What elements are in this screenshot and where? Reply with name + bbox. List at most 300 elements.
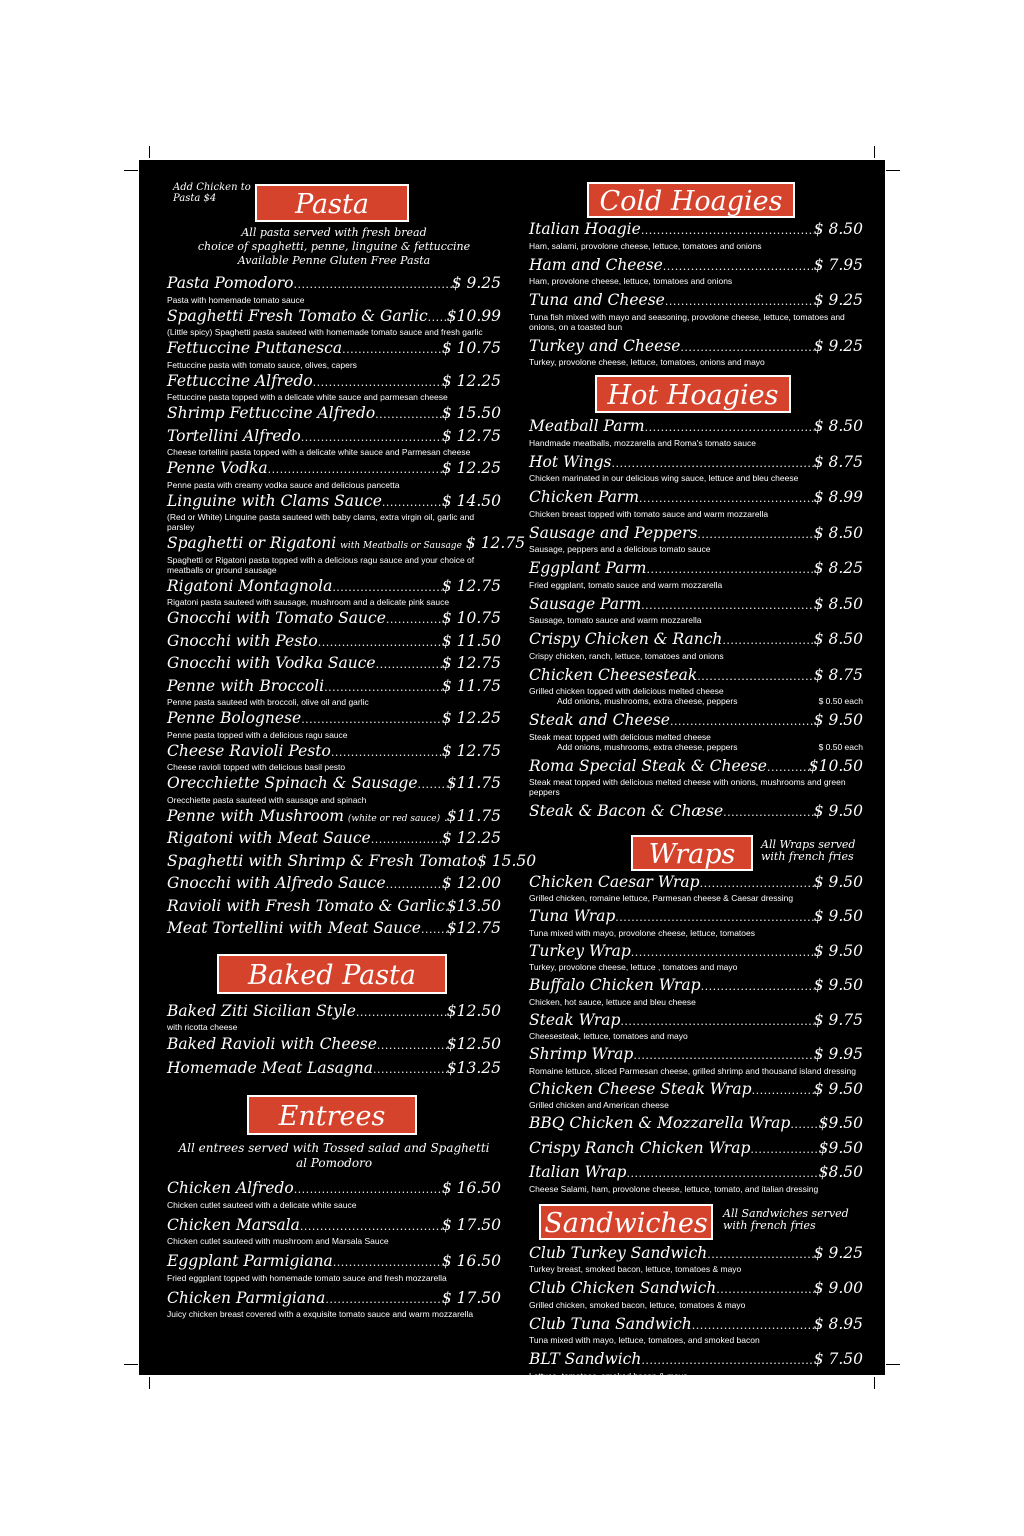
cold-hoagies-title: Cold Hoagies xyxy=(587,182,795,218)
dot-leader xyxy=(633,1047,813,1066)
dot-leader xyxy=(716,1281,813,1300)
menu-item-price: $ 12.25 xyxy=(441,709,501,727)
menu-item-row xyxy=(167,632,501,653)
menu-item-row xyxy=(167,919,501,940)
dot-leader xyxy=(418,776,447,795)
menu-item-name: Club Chicken Sandwich xyxy=(529,1279,717,1297)
menu-item xyxy=(167,829,501,850)
menu-item xyxy=(167,919,501,940)
menu-item-name: Spaghetti Fresh Tomato & Garlic xyxy=(167,306,428,325)
menu-item-name: Chicken Alfredo xyxy=(167,1179,294,1197)
menu-item xyxy=(167,534,526,575)
dot-leader xyxy=(268,461,442,480)
menu-item-description: Penne pasta sauteed with broccoli, olive oil and garlic xyxy=(167,697,369,707)
menu-item-price: $12.50 xyxy=(446,1035,501,1053)
menu-item-price: $ 9.50 xyxy=(813,907,863,925)
menu-item-price: $ 9.00 xyxy=(813,1279,863,1297)
menu-item-description: (Red or White) Linguine pasta sauteed with baby clams, extra virgin oil, garlic and parsley xyxy=(167,512,475,532)
menu-item-price: $ 9.50 xyxy=(813,711,863,729)
dot-leader xyxy=(325,1291,441,1310)
menu-item xyxy=(167,632,501,653)
menu-item-name: Rigatoni Montagnola xyxy=(167,576,333,595)
dot-leader xyxy=(752,1082,814,1101)
menu-item xyxy=(167,1216,501,1247)
menu-item-name: Crispy Ranch Chicken Wrap xyxy=(529,1138,751,1157)
menu-item-price: $ 10.75 xyxy=(441,339,501,357)
menu-item-name: Penne Bolognese xyxy=(167,709,302,727)
menu-item-name: Ravioli with Fresh Tomato & Garlic xyxy=(167,896,445,915)
menu-item xyxy=(529,1139,863,1160)
menu-item xyxy=(167,851,537,873)
menu-item-name: Turkey Wrap xyxy=(529,941,631,960)
menu-item-row xyxy=(529,907,863,928)
menu-item xyxy=(167,404,501,425)
dot-leader xyxy=(342,341,442,360)
menu-item-name: Sausage and Peppers xyxy=(529,523,698,542)
menu-item xyxy=(529,666,863,707)
menu-item-row xyxy=(529,417,863,438)
dot-leader xyxy=(428,309,447,328)
sandwiches-header xyxy=(529,1202,863,1244)
dot-leader xyxy=(375,406,442,425)
menu-item-row xyxy=(167,897,501,918)
menu-item-price: $ 9.50 xyxy=(813,1079,863,1098)
menu-item-name: Steak & Bacon & Chæse xyxy=(529,802,724,820)
menu-item xyxy=(529,1279,863,1310)
hot-hoagies-list xyxy=(529,417,863,823)
menu-item xyxy=(529,976,863,1007)
pasta-header xyxy=(167,182,501,226)
menu-item-name: Gnocchi with Vodka Sauce xyxy=(167,654,376,672)
menu-item-row xyxy=(529,1244,863,1265)
dot-leader xyxy=(641,597,814,616)
menu-item-name: Baked Ravioli with Cheese xyxy=(167,1035,377,1053)
menu-item-price: $ 9.75 xyxy=(813,1010,863,1029)
menu-item-description: Turkey, provolone cheese, lettuce , tomatoes and mayo xyxy=(529,962,738,972)
menu-item xyxy=(167,492,501,533)
sandwiches-side-note: All Sandwiches served with french fries xyxy=(723,1206,849,1232)
menu-item-name: Cheese Ravioli Pesto xyxy=(167,741,331,760)
menu-item-description: Crispy chicken, ranch, lettuce, tomatoes and onions xyxy=(529,650,724,661)
cold-hoagies-header xyxy=(529,182,863,220)
menu-item-price: $ 12.25 xyxy=(441,829,501,847)
menu-item-name: Chicken Cheesesteak xyxy=(529,665,698,684)
menu-item xyxy=(167,577,501,608)
menu-item-row xyxy=(167,1035,501,1056)
menu-item-name: Chicken Marsala xyxy=(167,1215,300,1234)
menu-item-description: Grilled chicken topped with delicious melted cheese xyxy=(529,686,724,696)
menu-item-price: $10.99 xyxy=(446,306,501,325)
wraps-header xyxy=(529,831,863,873)
menu-item-name: Sausage Parm xyxy=(529,594,642,613)
menu-item-description: Chicken cutlet sauteed with a delicate white sauce xyxy=(167,1199,357,1210)
menu-item xyxy=(529,220,863,251)
add-ons-label: Add onions, mushrooms, extra cheese, peppers xyxy=(557,741,738,752)
menu-item-price: $ 12.25 xyxy=(441,459,501,477)
menu-item-price: $13.25 xyxy=(446,1058,501,1077)
menu-item-name: Roma Special Steak & Cheese xyxy=(529,756,767,775)
baked-pasta-title: Baked Pasta xyxy=(217,954,447,994)
menu-item-row xyxy=(167,807,501,828)
menu-item xyxy=(167,1179,501,1210)
menu-item-row xyxy=(167,1289,501,1310)
menu-item-description: Cheesesteak, lettuce, tomatoes and mayo xyxy=(529,1031,688,1041)
menu-item-row xyxy=(529,1114,863,1135)
menu-item-price: $ 15.50 xyxy=(441,404,501,422)
menu-item-price: $ 8.50 xyxy=(813,630,863,648)
menu-item-row xyxy=(167,609,501,630)
menu-item-description: Chicken cutlet sauteed with mushroom and Marsala Sauce xyxy=(167,1236,389,1246)
menu-item-description: Chicken breast topped with tomato sauce and warm mozzarella xyxy=(529,508,769,519)
menu-item-name: Hot Wings xyxy=(529,452,612,471)
menu-item-description: Cheese Salami, ham, provolone cheese, lettuce, tomato, and italian dressing xyxy=(529,1183,819,1194)
add-ons-line xyxy=(529,742,863,752)
menu-item-description: Handmade meatballs, mozzarella and Roma's tomato sauce xyxy=(529,437,756,448)
pasta-list xyxy=(167,274,537,940)
dot-leader xyxy=(318,634,442,653)
menu-item-price: $8.50 xyxy=(818,1163,863,1181)
menu-item-name: Gnocchi with Pesto xyxy=(167,631,318,650)
menu-item xyxy=(167,742,501,773)
menu-item-description: Cheese ravioli topped with delicious basil pesto xyxy=(167,762,346,772)
menu-item xyxy=(529,873,863,904)
menu-item xyxy=(529,630,863,661)
menu-item-name: Spaghetti or Rigatoni xyxy=(167,534,337,552)
menu-item xyxy=(529,802,863,823)
menu-item-price: $ 17.50 xyxy=(441,1215,501,1234)
left-column xyxy=(167,182,537,1325)
menu-item-name: Ham and Cheese xyxy=(529,255,663,274)
menu-item-name: Buffalo Chicken Wrap xyxy=(529,976,701,994)
menu-item xyxy=(167,427,501,458)
menu-item-row xyxy=(529,1080,863,1101)
menu-item xyxy=(529,1011,863,1042)
menu-item-row xyxy=(529,1139,863,1160)
wraps-title: Wraps xyxy=(631,835,753,871)
menu-item-price: $ 12.75 xyxy=(441,654,501,672)
menu-item xyxy=(529,488,863,519)
menu-item xyxy=(167,609,501,630)
menu-item-description: Sausage, tomato sauce and warm mozzarella xyxy=(529,615,702,625)
entrees-header xyxy=(167,1091,501,1141)
menu-item-row xyxy=(529,666,863,687)
menu-item-name: Italian Wrap xyxy=(529,1163,627,1181)
menu-item xyxy=(529,757,863,798)
menu-item-row xyxy=(529,256,863,277)
menu-item-row xyxy=(529,291,863,312)
menu-item-row xyxy=(529,1011,863,1032)
menu-item-row xyxy=(529,942,863,963)
menu-item-price: $ 11.50 xyxy=(441,631,501,650)
menu-item xyxy=(529,524,863,555)
menu-item-row xyxy=(167,459,501,480)
menu-item xyxy=(167,677,501,708)
menu-item xyxy=(529,1244,863,1275)
menu-item-row xyxy=(167,709,501,730)
hot-hoagies-header xyxy=(529,373,863,417)
menu-item xyxy=(529,1350,863,1381)
menu-item-row xyxy=(529,559,863,580)
menu-item-price: $10.50 xyxy=(808,756,863,775)
menu-item-description: Tuna mixed with mayo, lettuce, tomatoes, and smoked bacon xyxy=(529,1335,760,1345)
menu-item xyxy=(167,1059,501,1080)
menu-item-name: Rigatoni with Meat Sauce xyxy=(167,829,371,847)
menu-item-name: Club Tuna Sandwich xyxy=(529,1314,692,1333)
dot-leader xyxy=(631,944,814,963)
menu-item-name: Shrimp Wrap xyxy=(529,1045,634,1063)
hot-hoagies-title: Hot Hoagies xyxy=(595,375,791,413)
menu-item-row xyxy=(167,274,501,295)
dot-leader xyxy=(332,579,442,598)
dot-leader xyxy=(615,909,813,928)
crop-mark xyxy=(124,170,138,171)
menu-item-price: $ 8.50 xyxy=(813,417,863,435)
menu-item-row xyxy=(167,774,501,795)
menu-item xyxy=(529,942,863,973)
menu-item-description: Fried eggplant topped with homemade tomato sauce and fresh mozzarella xyxy=(167,1272,447,1283)
menu-item-row xyxy=(529,873,863,894)
menu-item-name: Penne with Broccoli xyxy=(167,676,325,695)
menu-item-price: $ 8.25 xyxy=(813,559,863,577)
crop-mark xyxy=(874,1377,875,1389)
menu-item-name: Penne Vodka xyxy=(167,459,268,477)
dot-leader xyxy=(382,494,442,513)
menu-item-name: Spaghetti with Shrimp & Fresh Tomato xyxy=(167,851,477,870)
dot-leader xyxy=(333,1254,442,1273)
dot-leader xyxy=(665,293,814,312)
menu-item-description: Turkey, provolone cheese, lettuce, tomatoes, onions and mayo xyxy=(529,357,765,367)
menu-item-description: Orecchiette pasta sauteed with sausage and spinach xyxy=(167,794,367,805)
dot-leader xyxy=(790,1116,818,1135)
dot-leader xyxy=(767,759,809,778)
menu-item-price: $ 9.50 xyxy=(813,802,863,820)
menu-item-row xyxy=(529,1350,863,1371)
menu-item-description: Tuna mixed with mayo, provolone cheese, lettuce, tomatoes xyxy=(529,927,755,938)
menu-item xyxy=(167,1035,501,1056)
menu-item-price: $ 12.25 xyxy=(441,371,501,390)
wraps-list xyxy=(529,873,863,1194)
menu-item-price: $12.75 xyxy=(446,919,501,937)
menu-item-row xyxy=(529,220,863,241)
menu-item-row xyxy=(167,339,501,360)
menu-item-row xyxy=(167,577,501,598)
dot-leader xyxy=(324,679,442,698)
dot-leader xyxy=(293,276,451,295)
menu-item xyxy=(529,291,863,332)
menu-item-price: $ 8.95 xyxy=(813,1314,863,1333)
menu-item-row xyxy=(529,595,863,616)
menu-item-row xyxy=(529,802,863,823)
menu-item-name: Tuna and Cheese xyxy=(529,291,665,309)
dot-leader xyxy=(421,921,447,940)
dot-leader xyxy=(697,526,813,545)
dot-leader xyxy=(639,490,814,509)
entrees-title: Entrees xyxy=(247,1095,417,1135)
pasta-note-line: choice of spaghetti, penne, linguine & fettuccine xyxy=(197,240,471,253)
menu-item-description: Grilled chicken and American cheese xyxy=(529,1100,669,1110)
menu-item-description: Fried eggplant, tomato sauce and warm mozzarella xyxy=(529,579,723,590)
dot-leader xyxy=(750,1141,818,1160)
dot-leader xyxy=(701,978,814,997)
menu-item-price: $ 8.50 xyxy=(813,594,863,613)
pasta-notes xyxy=(167,226,501,268)
menu-item-price: $ 8.75 xyxy=(813,665,863,684)
menu-item-row xyxy=(167,874,501,895)
menu-item xyxy=(167,372,501,403)
dot-leader xyxy=(371,831,442,850)
menu-item-row xyxy=(529,976,863,997)
menu-item-row xyxy=(167,1059,501,1080)
menu-item xyxy=(529,907,863,938)
dot-leader xyxy=(377,1037,447,1056)
menu-item-price: $ 17.50 xyxy=(441,1288,501,1307)
menu-item-name: Chicken Parm xyxy=(529,488,640,506)
menu-item-price: $ 8.50 xyxy=(813,220,863,238)
dot-leader xyxy=(641,1352,813,1371)
menu-item-name: Gnocchi with Tomato Sauce xyxy=(167,609,386,627)
menu-item-row xyxy=(167,427,501,448)
menu-item-name: Fettuccine Puttanesca xyxy=(167,339,343,357)
dot-leader xyxy=(313,374,442,393)
menu-item xyxy=(529,1114,863,1135)
menu-item-name: Meat Tortellini with Meat Sauce xyxy=(167,919,421,937)
menu-item-price: $ 9.50 xyxy=(813,976,863,994)
dot-leader xyxy=(697,668,813,687)
menu-item-price: $ 9.25 xyxy=(813,1243,863,1262)
menu-item-description: Fettuccine pasta topped with a delicate white sauce and parmesan cheese xyxy=(167,392,448,402)
menu-item-name: Chicken Caesar Wrap xyxy=(529,872,700,891)
menu-item xyxy=(529,337,863,368)
menu-item-description: Cheese tortellini pasta topped with a delicate white sauce and Parmesan cheese xyxy=(167,447,471,457)
crop-mark xyxy=(886,1364,900,1365)
pasta-note-line: All pasta served with fresh bread xyxy=(241,226,427,239)
crop-mark xyxy=(149,1377,150,1389)
menu-item-name: Pasta Pomodoro xyxy=(167,274,294,292)
menu-item-name: Chicken Cheese Steak Wrap xyxy=(529,1079,752,1098)
menu-item-row xyxy=(529,488,863,509)
entrees-note: All entrees served with Tossed salad and Spaghetti al Pomodoro xyxy=(178,1141,490,1170)
crop-mark xyxy=(886,170,900,171)
add-ons-line xyxy=(529,696,863,706)
menu-item-name: Tuna Wrap xyxy=(529,907,616,925)
menu-item xyxy=(529,1163,863,1194)
menu-item-row xyxy=(167,677,501,698)
menu-item-description: Romaine lettuce, sliced Parmesan cheese, grilled shrimp and thousand island dressing xyxy=(529,1065,856,1076)
dot-leader xyxy=(294,1181,442,1200)
menu-item-row xyxy=(529,337,863,358)
menu-item-description: Grilled chicken, smoked bacon, lettuce, tomatoes & mayo xyxy=(529,1299,746,1310)
dot-leader xyxy=(645,419,814,438)
menu-item xyxy=(529,1315,863,1346)
menu-item-price: $ 11.75 xyxy=(441,676,501,695)
menu-item-name: Crispy Chicken & Ranch xyxy=(529,630,723,648)
menu-item-row xyxy=(167,372,501,393)
menu-item-description: Ham, provolone cheese, lettuce, tomatoes and onions xyxy=(529,276,733,286)
entrees-list xyxy=(167,1179,501,1319)
crop-mark xyxy=(124,1364,138,1365)
menu-item xyxy=(529,453,863,484)
menu-item-row xyxy=(167,1002,501,1023)
menu-item-row xyxy=(167,1252,501,1273)
menu-item-row xyxy=(529,630,863,651)
menu-item-description: with ricotta cheese xyxy=(167,1022,238,1032)
menu-item-description: Steak meat topped with delicious melted cheese with onions, mushrooms and green peppers xyxy=(529,777,846,797)
menu-item xyxy=(529,595,863,626)
menu-item-name: Penne with Mushroom xyxy=(167,806,344,825)
menu-item xyxy=(529,256,863,287)
menu-item xyxy=(167,274,501,305)
menu-item-name: Eggplant Parmigiana xyxy=(167,1252,333,1270)
menu-item-price: $ 7.50 xyxy=(813,1350,863,1368)
menu-item xyxy=(167,1002,501,1033)
dot-leader xyxy=(670,713,814,732)
menu-item-description: Penne pasta topped with a delicious ragu sauce xyxy=(167,729,348,740)
menu-item-name: Shrimp Fettuccine Alfredo xyxy=(167,404,376,422)
menu-item-price: $11.75 xyxy=(446,806,501,825)
menu-item-extra: with Meatballs or Sausage xyxy=(340,541,462,551)
dot-leader xyxy=(680,339,813,358)
menu-item-price: $ 8.50 xyxy=(813,523,863,542)
add-ons-label: Add onions, mushrooms, extra cheese, peppers xyxy=(557,696,738,706)
menu-item xyxy=(167,807,501,828)
menu-item-row xyxy=(167,1179,501,1200)
dot-leader xyxy=(301,711,442,730)
dot-leader xyxy=(301,429,442,448)
menu-item-price: $ 12.75 xyxy=(465,534,526,552)
menu-item-price: $ 10.75 xyxy=(441,609,501,627)
menu-item-row xyxy=(167,851,537,873)
crop-mark xyxy=(874,146,875,158)
menu-item-description: Juicy chicken breast covered with a exquisite tomato sauce and warm mozzarella xyxy=(167,1309,474,1319)
menu-item-description: Spaghetti or Rigatoni pasta topped with a delicious ragu sauce and your choice of meatballs or ground sausage xyxy=(167,554,475,575)
menu-item-price: $9.50 xyxy=(818,1114,863,1132)
dot-leader xyxy=(386,876,442,895)
menu-item-price: $ 9.50 xyxy=(813,941,863,960)
dot-leader xyxy=(641,222,814,241)
menu-item-price: $ 9.95 xyxy=(813,1045,863,1063)
menu-item-description: Pasta with homemade tomato sauce xyxy=(167,294,305,305)
menu-item xyxy=(529,559,863,590)
menu-item-row xyxy=(167,534,526,555)
dot-leader xyxy=(626,1165,818,1184)
menu-item-row xyxy=(529,524,863,545)
dot-leader xyxy=(620,1013,813,1032)
menu-item-price: $ 12.75 xyxy=(441,741,501,760)
menu-item-description: Rigatoni pasta sauteed with sausage, mushroom and a delicate pink sauce xyxy=(167,597,450,607)
dot-leader xyxy=(700,875,814,894)
menu-item-price: $ 12.00 xyxy=(441,874,501,892)
dot-leader xyxy=(611,455,813,474)
menu-item-price: $ 8.99 xyxy=(813,488,863,506)
crop-mark xyxy=(149,146,150,158)
menu-item-row xyxy=(529,1045,863,1066)
menu-item-row xyxy=(167,742,501,763)
dot-leader xyxy=(707,1246,813,1265)
menu-item-price: $ 8.75 xyxy=(813,452,863,471)
menu-item-name: Orecchiette Spinach & Sausage xyxy=(167,774,418,792)
menu-item xyxy=(167,459,501,490)
menu-item-price: $13.50 xyxy=(446,896,501,915)
menu-item-row xyxy=(167,404,501,425)
dot-leader xyxy=(723,804,814,823)
menu-item-price: $9.50 xyxy=(818,1138,863,1157)
menu-item-name: BLT Sandwich xyxy=(529,1350,642,1368)
menu-item xyxy=(529,1080,863,1111)
menu-item-name: Chicken Parmigiana xyxy=(167,1288,326,1307)
menu-item-price: $ 14.50 xyxy=(441,491,501,510)
menu-item-price: $ 16.50 xyxy=(441,1252,501,1270)
menu-item-name: Fettuccine Alfredo xyxy=(167,371,313,390)
